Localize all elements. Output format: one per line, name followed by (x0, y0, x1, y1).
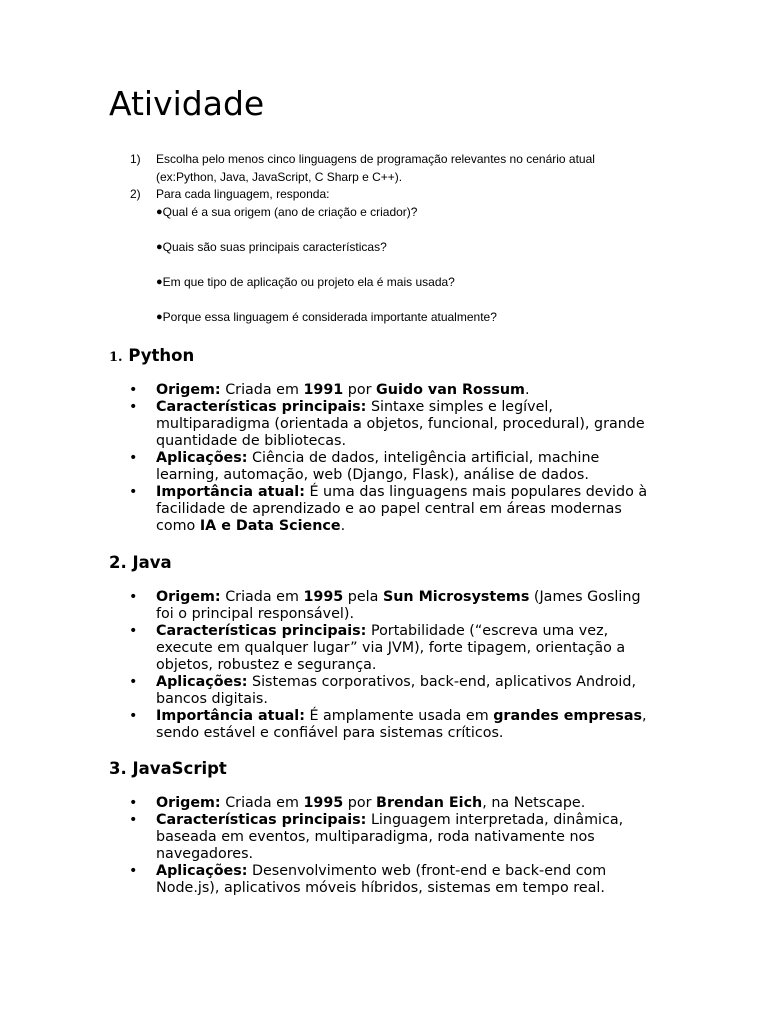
question-item: ● Em que tipo de aplicação ou projeto ela é mais usada? (130, 274, 650, 292)
list-item-origem: • Origem: Criada em 1991 por Guido van Rossum. (129, 382, 659, 399)
page-title: Atividade (109, 84, 265, 123)
section-heading-python: 1. Python (109, 346, 195, 365)
list-item-caracteristicas: • Características principais: Linguagem interpretada, dinâmica, baseada em eventos, multiparadigma, roda nativamente nos navegadores. (129, 812, 659, 863)
list-item-origem: • Origem: Criada em 1995 pela Sun Microsystems (James Gosling foi o principal responsável). (129, 589, 659, 623)
java-details-list (129, 589, 659, 742)
list-item-aplicacoes: • Aplicações: Ciência de dados, inteligência artificial, machine learning, automação, web (Django, Flask), análise de dados. (129, 450, 659, 484)
instruction-item-2 (130, 186, 650, 204)
list-item-importancia: • Importância atual: É amplamente usada em grandes empresas, sendo estável e confiável para sistemas críticos. (129, 708, 659, 742)
list-item-importancia: • Importância atual: É uma das linguagens mais populares devido à facilidade de aprendizado e ao papel central em áreas modernas como IA e Data Science. (129, 484, 659, 535)
instruction-number: 2) (130, 187, 141, 201)
list-item-aplicacoes: • Aplicações: Desenvolvimento web (front-end e back-end com Node.js), aplicativos móveis híbridos, sistemas em tempo real. (129, 863, 659, 897)
bullet-icon: ● (156, 240, 163, 253)
question-item: ● Qual é a sua origem (ano de criação e criador)? (130, 204, 650, 222)
instructions (130, 151, 650, 326)
bullet-icon: ● (156, 275, 163, 288)
question-item: ● Quais são suas principais características? (130, 239, 650, 257)
instruction-number: 1) (130, 152, 141, 166)
list-item-aplicacoes: • Aplicações: Sistemas corporativos, back-end, aplicativos Android, bancos digitais. (129, 674, 659, 708)
instruction-text: Escolha pelo menos cinco linguagens de programação relevantes no cenário atual (ex:Python, Java, JavaScript, C Sharp e C++). (156, 152, 595, 184)
python-details-list (129, 382, 659, 535)
section-heading-javascript: 3. JavaScript (109, 759, 227, 778)
javascript-details-list (129, 795, 659, 897)
question-item: ● Porque essa linguagem é considerada importante atualmente? (130, 309, 650, 327)
instruction-item-1 (130, 151, 650, 186)
section-heading-java: 2. Java (109, 553, 172, 572)
list-item-caracteristicas: • Características principais: Sintaxe simples e legível, multiparadigma (orientada a objetos, funcional, procedural), grande quantidade de bibliotecas. (129, 399, 659, 450)
bullet-icon: ● (156, 310, 163, 323)
list-item-origem: • Origem: Criada em 1995 por Brendan Eich, na Netscape. (129, 795, 659, 812)
instruction-text: Para cada linguagem, responda: (156, 187, 330, 201)
list-item-caracteristicas: • Características principais: Portabilidade (“escreva uma vez, execute em qualquer lugar” via JVM), forte tipagem, orientação a objetos, robustez e segurança. (129, 623, 659, 674)
bullet-icon: ● (156, 205, 163, 218)
